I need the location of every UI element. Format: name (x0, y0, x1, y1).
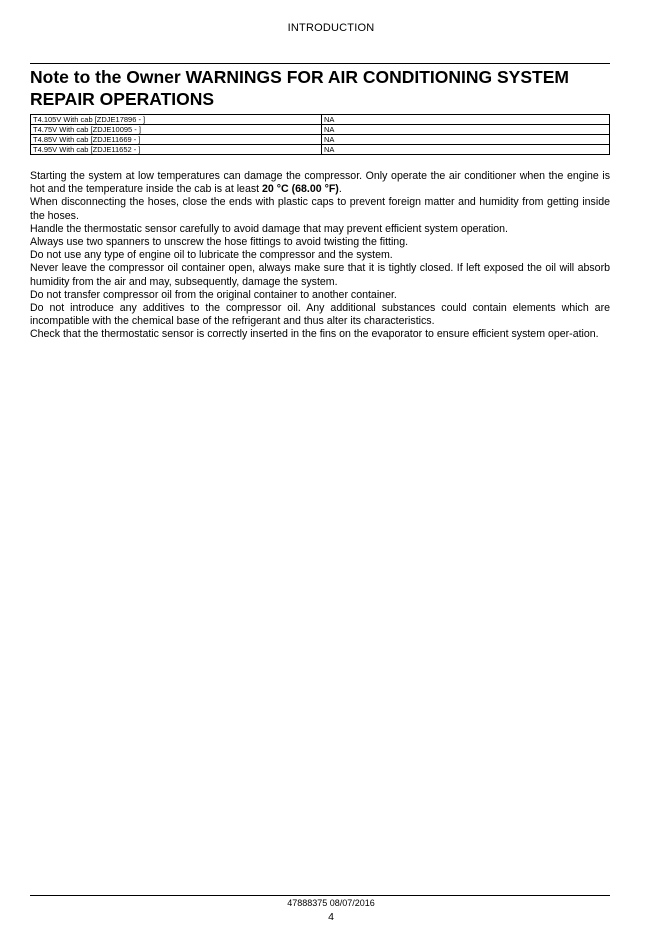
paragraph-transfer-oil: Do not transfer compressor oil from the original container to another container. (30, 288, 397, 301)
paragraph-oil-container: Never leave the compressor oil container open, always make sure that it is tightly closed. If left exposed the oil will absorb humidity from the air and may, subsequently, damage the system. (30, 262, 610, 288)
paragraph-hoses: When disconnecting the hoses, close the ends with plastic caps to prevent foreign matter and humidity from getting inside the hoses. (30, 196, 610, 222)
table-row (31, 135, 610, 145)
paragraph-text: . (338, 183, 342, 196)
title-main: WARNINGS FOR AIR CONDITIONING SYSTEM REPAIR OPERATIONS (30, 67, 569, 109)
value-cell: NA (322, 135, 610, 145)
page-header-section: INTRODUCTION (287, 22, 375, 34)
model-cell: T4.85V With cab [ZDJE11669 - ] (31, 135, 322, 145)
value-cell: NA (322, 115, 610, 125)
paragraph-sensor-fins: Check that the thermostatic sensor is correctly inserted in the fins on the evaporator to ensure efficient system oper-ation. (30, 328, 599, 341)
table-row (31, 125, 610, 135)
table-row (31, 115, 610, 125)
footer-divider (30, 895, 610, 896)
temperature-celsius: 20 °C (262, 183, 289, 196)
title-prefix: Note to the Owner (30, 67, 181, 87)
model-cell: T4.105V With cab [ZDJE17896 - ] (31, 115, 322, 125)
paragraph-text: Starting the system at low temperatures can damage the compressor. Only operate the air conditioner when the engine is hot and the temperature inside the cab is at least (30, 170, 610, 196)
warnings-body (30, 170, 610, 342)
footer-document-code: 47888375 08/07/2016 (287, 898, 375, 908)
model-cell: T4.75V With cab [ZDJE10095 - ] (31, 125, 322, 135)
models-table (30, 114, 610, 155)
document-title (30, 66, 615, 110)
value-cell: NA (322, 125, 610, 135)
header-divider (30, 63, 610, 64)
value-cell: NA (322, 145, 610, 155)
paragraph-spanners: Always use two spanners to unscrew the hose fittings to avoid twisting the fitting. (30, 236, 409, 249)
temperature-fahrenheit: (68.00 °F) (291, 183, 339, 196)
paragraph-thermostatic-sensor: Handle the thermostatic sensor carefully to avoid damage that may prevent efficient system operation. (30, 222, 508, 235)
page-number: 4 (328, 911, 334, 923)
table-row (31, 145, 610, 155)
paragraph-engine-oil: Do not use any type of engine oil to lubricate the compressor and the system. (30, 249, 393, 262)
model-cell: T4.95V With cab [ZDJE11652 - ] (31, 145, 322, 155)
paragraph-low-temperature (30, 170, 610, 196)
paragraph-additives: Do not introduce any additives to the compressor oil. Any additional substances could contain elements which are incompatible with the chemical base of the refrigerant and thus alter its characteristics. (30, 302, 610, 328)
